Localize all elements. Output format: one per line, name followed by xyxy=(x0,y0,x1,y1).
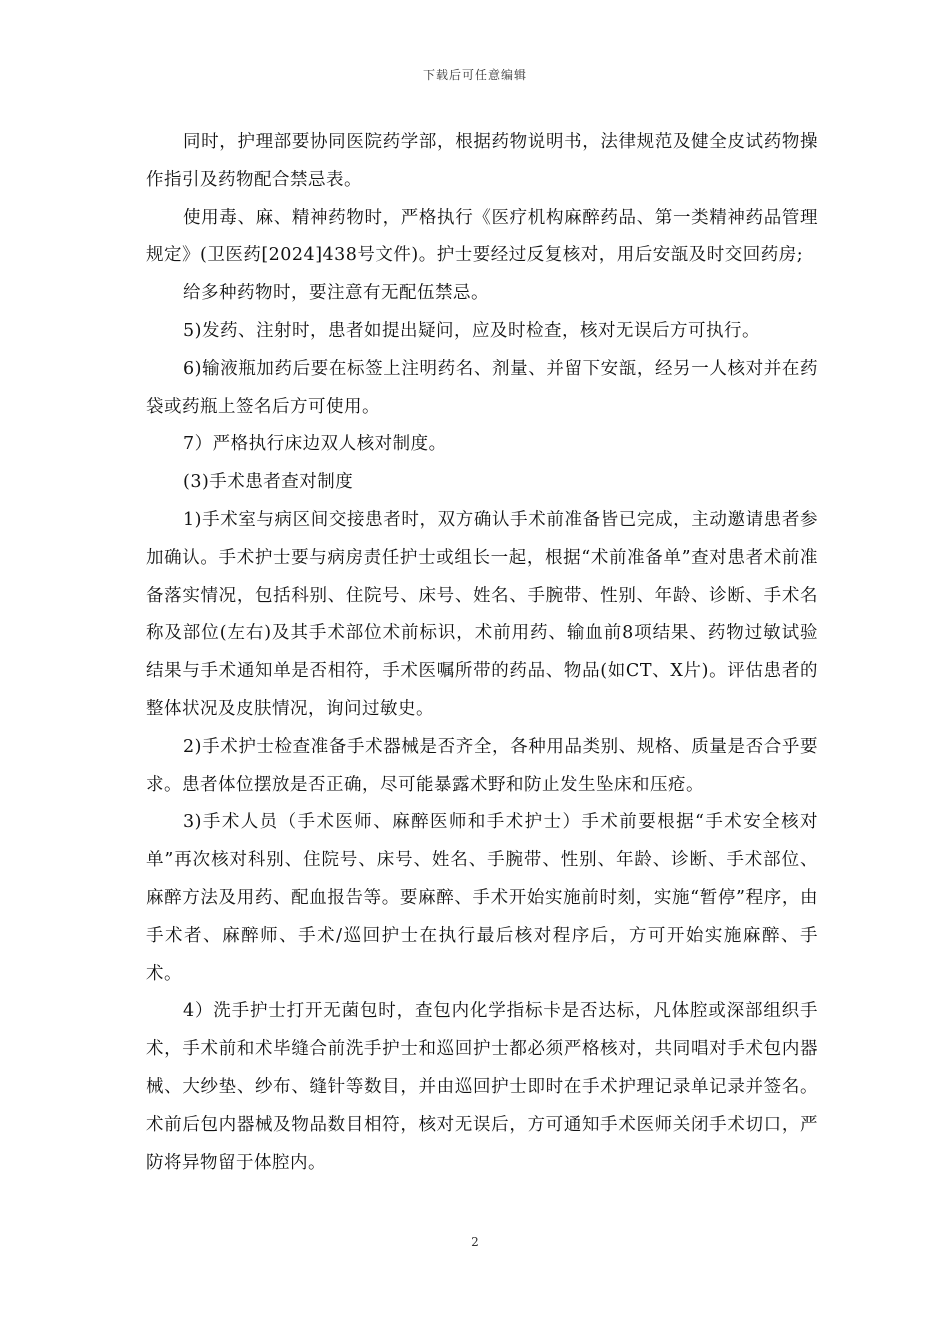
paragraph-drug-guidelines: 同时，护理部要协同医院药学部，根据药物说明书，法律规范及健全皮试药物操作指引及药物配合禁忌表。 xyxy=(146,132,818,190)
page-number: 2 xyxy=(471,1235,479,1249)
document-body xyxy=(146,124,818,1182)
section-heading-surgery-check: (3)手术患者查对制度 xyxy=(183,472,354,493)
paragraph-surgery-item-3: 3)手术人员（手术医师、麻醉医师和手术护士）手术前要根据“手术安全核对单”再次核对科别、住院号、床号、姓名、手腕带、性别、年龄、诊断、手术部位、麻醉方法及用药、配血报告等。要麻醉、手术开始实施前时刻，实施“暂停”程序，由手术者、麻醉师、手术/巡回护士在执行最后核对程序后，方可开始实施麻醉、手术。 xyxy=(146,812,818,984)
paragraph-surgery-item-2: 2)手术护士检查准备手术器械是否齐全，各种用品类别、规格、质量是否合乎要求。患者体位摆放是否正确，尽可能暴露术野和防止发生坠床和压疮。 xyxy=(146,736,818,795)
paragraph-surgery-item-4: 4）洗手护士打开无菌包时，查包内化学指标卡是否达标，凡体腔或深部组织手术，手术前和术毕缝合前洗手护士和巡回护士都必须严格核对，共同唱对手术包内器械、大纱垫、纱布、缝针等数目，并由巡回护士即时在手术护理记录单记录并签名。术前后包内器械及物品数目相符，核对无误后，方可通知手术医师关闭手术切口，严防将异物留于体腔内。 xyxy=(146,1001,818,1173)
paragraph-item-6: 6)输液瓶加药后要在标签上注明药名、剂量、并留下安瓿，经另一人核对并在药袋或药瓶上签名后方可使用。 xyxy=(146,358,818,417)
paragraph-narcotic-drugs: 使用毒、麻、精神药物时，严格执行《医疗机构麻醉药品、第一类精神药品管理规定》(卫医药[2024]438号文件)。护士要经过反复核对，用后安瓿及时交回药房; xyxy=(146,207,818,266)
paragraph-item-5: 5)发药、注射时，患者如提出疑问，应及时检查，核对无误后方可执行。 xyxy=(183,320,760,341)
paragraph-surgery-item-1: 1)手术室与病区间交接患者时，双方确认手术前准备皆已完成，主动邀请患者参加确认。手术护士要与病房责任护士或组长一起，根据“术前准备单”查对患者术前准备落实情况，包括科别、住院号、床号、姓名、手腕带、性别、年龄、诊断、手术名称及部位(左右)及其手术部位术前标识，术前用药、输血前8项结果、药物过敏试验结果与手术通知单是否相符，手术医嘱所带的药品、物品(如CT、X片)。评估患者的整体状况及皮肤情况，询问过敏史。 xyxy=(146,509,818,719)
page-header: 下载后可任意编辑 xyxy=(422,68,527,82)
paragraph-item-7: 7）严格执行床边双人核对制度。 xyxy=(183,434,447,455)
paragraph-multiple-drugs: 给多种药物时，要注意有无配伍禁忌。 xyxy=(183,283,489,304)
